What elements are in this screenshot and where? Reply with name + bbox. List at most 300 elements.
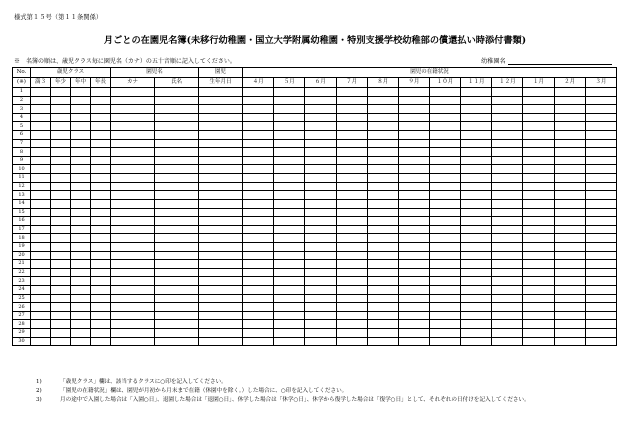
month-status-cell[interactable] [461,234,492,243]
month-status-cell[interactable] [367,337,398,346]
month-status-cell[interactable] [492,182,523,191]
month-status-cell[interactable] [367,251,398,260]
month-status-cell[interactable] [336,105,367,114]
month-status-cell[interactable] [554,156,585,165]
month-status-cell[interactable] [274,208,305,217]
birthdate-cell[interactable] [199,311,243,320]
birthdate-cell[interactable] [199,122,243,131]
month-status-cell[interactable] [274,88,305,97]
month-status-cell[interactable] [492,251,523,260]
month-status-cell[interactable] [492,242,523,251]
month-status-cell[interactable] [398,225,429,234]
month-status-cell[interactable] [305,139,336,148]
class-mitsu-cell[interactable] [31,113,51,122]
month-status-cell[interactable] [585,329,616,338]
month-status-cell[interactable] [461,208,492,217]
class-mitsu-cell[interactable] [31,251,51,260]
name-cell[interactable] [155,303,199,312]
month-status-cell[interactable] [523,260,554,269]
birthdate-cell[interactable] [199,234,243,243]
month-status-cell[interactable] [554,139,585,148]
kana-cell[interactable] [111,191,155,200]
month-status-cell[interactable] [554,191,585,200]
birthdate-cell[interactable] [199,242,243,251]
month-status-cell[interactable] [429,234,460,243]
month-status-cell[interactable] [554,122,585,131]
month-status-cell[interactable] [554,182,585,191]
class-nensho-cell[interactable] [51,199,71,208]
month-status-cell[interactable] [336,122,367,131]
month-status-cell[interactable] [367,277,398,286]
name-cell[interactable] [155,191,199,200]
month-status-cell[interactable] [367,156,398,165]
class-nensho-cell[interactable] [51,148,71,157]
month-status-cell[interactable] [367,320,398,329]
month-status-cell[interactable] [554,260,585,269]
name-cell[interactable] [155,148,199,157]
month-status-cell[interactable] [274,96,305,105]
month-status-cell[interactable] [492,311,523,320]
class-nenchu-cell[interactable] [71,225,91,234]
month-status-cell[interactable] [305,191,336,200]
name-cell[interactable] [155,182,199,191]
month-status-cell[interactable] [461,242,492,251]
class-nensho-cell[interactable] [51,277,71,286]
month-status-cell[interactable] [398,105,429,114]
month-status-cell[interactable] [243,208,274,217]
class-nensho-cell[interactable] [51,165,71,174]
month-status-cell[interactable] [492,131,523,140]
class-nencho-cell[interactable] [91,217,111,226]
kana-cell[interactable] [111,156,155,165]
month-status-cell[interactable] [398,217,429,226]
class-nenchu-cell[interactable] [71,122,91,131]
class-nencho-cell[interactable] [91,294,111,303]
month-status-cell[interactable] [398,88,429,97]
month-status-cell[interactable] [523,303,554,312]
birthdate-cell[interactable] [199,156,243,165]
month-status-cell[interactable] [336,311,367,320]
kana-cell[interactable] [111,122,155,131]
month-status-cell[interactable] [398,131,429,140]
month-status-cell[interactable] [398,234,429,243]
month-status-cell[interactable] [523,199,554,208]
kana-cell[interactable] [111,174,155,183]
month-status-cell[interactable] [461,174,492,183]
class-mitsu-cell[interactable] [31,225,51,234]
class-mitsu-cell[interactable] [31,234,51,243]
class-nensho-cell[interactable] [51,122,71,131]
month-status-cell[interactable] [585,131,616,140]
month-status-cell[interactable] [305,251,336,260]
month-status-cell[interactable] [398,268,429,277]
month-status-cell[interactable] [243,225,274,234]
month-status-cell[interactable] [305,113,336,122]
class-mitsu-cell[interactable] [31,174,51,183]
kana-cell[interactable] [111,88,155,97]
month-status-cell[interactable] [305,242,336,251]
month-status-cell[interactable] [367,148,398,157]
month-status-cell[interactable] [305,105,336,114]
kana-cell[interactable] [111,286,155,295]
month-status-cell[interactable] [398,294,429,303]
month-status-cell[interactable] [492,156,523,165]
class-nenchu-cell[interactable] [71,113,91,122]
month-status-cell[interactable] [367,96,398,105]
kana-cell[interactable] [111,260,155,269]
month-status-cell[interactable] [585,122,616,131]
name-cell[interactable] [155,251,199,260]
month-status-cell[interactable] [429,131,460,140]
kana-cell[interactable] [111,225,155,234]
month-status-cell[interactable] [336,251,367,260]
month-status-cell[interactable] [305,131,336,140]
month-status-cell[interactable] [398,208,429,217]
month-status-cell[interactable] [274,225,305,234]
month-status-cell[interactable] [585,174,616,183]
month-status-cell[interactable] [461,337,492,346]
month-status-cell[interactable] [461,165,492,174]
month-status-cell[interactable] [274,174,305,183]
month-status-cell[interactable] [243,199,274,208]
birthdate-cell[interactable] [199,286,243,295]
month-status-cell[interactable] [367,234,398,243]
month-status-cell[interactable] [336,329,367,338]
month-status-cell[interactable] [305,217,336,226]
class-mitsu-cell[interactable] [31,311,51,320]
month-status-cell[interactable] [461,131,492,140]
name-cell[interactable] [155,113,199,122]
class-mitsu-cell[interactable] [31,88,51,97]
class-mitsu-cell[interactable] [31,286,51,295]
month-status-cell[interactable] [585,88,616,97]
month-status-cell[interactable] [492,191,523,200]
birthdate-cell[interactable] [199,182,243,191]
month-status-cell[interactable] [585,260,616,269]
birthdate-cell[interactable] [199,268,243,277]
class-mitsu-cell[interactable] [31,199,51,208]
class-mitsu-cell[interactable] [31,191,51,200]
month-status-cell[interactable] [554,217,585,226]
month-status-cell[interactable] [523,225,554,234]
class-mitsu-cell[interactable] [31,156,51,165]
month-status-cell[interactable] [523,165,554,174]
month-status-cell[interactable] [429,174,460,183]
class-nencho-cell[interactable] [91,199,111,208]
month-status-cell[interactable] [305,148,336,157]
month-status-cell[interactable] [429,122,460,131]
month-status-cell[interactable] [461,251,492,260]
month-status-cell[interactable] [523,208,554,217]
month-status-cell[interactable] [305,165,336,174]
month-status-cell[interactable] [243,174,274,183]
month-status-cell[interactable] [429,268,460,277]
class-nencho-cell[interactable] [91,148,111,157]
class-mitsu-cell[interactable] [31,277,51,286]
month-status-cell[interactable] [398,139,429,148]
class-nensho-cell[interactable] [51,96,71,105]
month-status-cell[interactable] [243,148,274,157]
month-status-cell[interactable] [429,242,460,251]
month-status-cell[interactable] [305,337,336,346]
kana-cell[interactable] [111,182,155,191]
month-status-cell[interactable] [243,191,274,200]
month-status-cell[interactable] [305,268,336,277]
month-status-cell[interactable] [429,329,460,338]
class-nenchu-cell[interactable] [71,242,91,251]
month-status-cell[interactable] [305,286,336,295]
class-mitsu-cell[interactable] [31,148,51,157]
month-status-cell[interactable] [554,165,585,174]
month-status-cell[interactable] [523,277,554,286]
birthdate-cell[interactable] [199,148,243,157]
month-status-cell[interactable] [461,294,492,303]
class-nenchu-cell[interactable] [71,217,91,226]
month-status-cell[interactable] [336,337,367,346]
month-status-cell[interactable] [336,208,367,217]
class-nencho-cell[interactable] [91,268,111,277]
month-status-cell[interactable] [429,303,460,312]
month-status-cell[interactable] [243,234,274,243]
month-status-cell[interactable] [429,217,460,226]
month-status-cell[interactable] [461,113,492,122]
month-status-cell[interactable] [585,148,616,157]
month-status-cell[interactable] [243,277,274,286]
month-status-cell[interactable] [523,294,554,303]
month-status-cell[interactable] [398,113,429,122]
month-status-cell[interactable] [523,113,554,122]
month-status-cell[interactable] [554,251,585,260]
month-status-cell[interactable] [367,113,398,122]
birthdate-cell[interactable] [199,337,243,346]
name-cell[interactable] [155,337,199,346]
month-status-cell[interactable] [243,251,274,260]
month-status-cell[interactable] [243,268,274,277]
class-nenchu-cell[interactable] [71,286,91,295]
month-status-cell[interactable] [585,311,616,320]
class-nensho-cell[interactable] [51,251,71,260]
birthdate-cell[interactable] [199,96,243,105]
class-nensho-cell[interactable] [51,311,71,320]
name-cell[interactable] [155,217,199,226]
month-status-cell[interactable] [461,199,492,208]
class-mitsu-cell[interactable] [31,131,51,140]
name-cell[interactable] [155,139,199,148]
class-nencho-cell[interactable] [91,242,111,251]
month-status-cell[interactable] [585,182,616,191]
month-status-cell[interactable] [274,148,305,157]
class-nenchu-cell[interactable] [71,105,91,114]
class-nenchu-cell[interactable] [71,139,91,148]
month-status-cell[interactable] [305,96,336,105]
month-status-cell[interactable] [429,208,460,217]
month-status-cell[interactable] [429,199,460,208]
class-nensho-cell[interactable] [51,208,71,217]
class-mitsu-cell[interactable] [31,105,51,114]
month-status-cell[interactable] [523,156,554,165]
month-status-cell[interactable] [274,303,305,312]
month-status-cell[interactable] [461,148,492,157]
month-status-cell[interactable] [367,217,398,226]
month-status-cell[interactable] [492,113,523,122]
month-status-cell[interactable] [336,148,367,157]
month-status-cell[interactable] [305,320,336,329]
class-nensho-cell[interactable] [51,320,71,329]
class-mitsu-cell[interactable] [31,260,51,269]
school-name-field[interactable] [481,56,612,65]
month-status-cell[interactable] [274,113,305,122]
month-status-cell[interactable] [492,174,523,183]
month-status-cell[interactable] [398,337,429,346]
month-status-cell[interactable] [367,260,398,269]
month-status-cell[interactable] [554,320,585,329]
month-status-cell[interactable] [585,96,616,105]
month-status-cell[interactable] [398,96,429,105]
month-status-cell[interactable] [243,329,274,338]
month-status-cell[interactable] [367,131,398,140]
class-mitsu-cell[interactable] [31,122,51,131]
class-nensho-cell[interactable] [51,191,71,200]
class-nenchu-cell[interactable] [71,208,91,217]
class-nenchu-cell[interactable] [71,96,91,105]
month-status-cell[interactable] [554,311,585,320]
month-status-cell[interactable] [429,156,460,165]
class-mitsu-cell[interactable] [31,337,51,346]
class-nensho-cell[interactable] [51,225,71,234]
month-status-cell[interactable] [398,311,429,320]
kana-cell[interactable] [111,131,155,140]
month-status-cell[interactable] [523,251,554,260]
class-mitsu-cell[interactable] [31,320,51,329]
month-status-cell[interactable] [429,105,460,114]
class-nensho-cell[interactable] [51,337,71,346]
class-nenchu-cell[interactable] [71,88,91,97]
name-cell[interactable] [155,165,199,174]
class-nensho-cell[interactable] [51,88,71,97]
month-status-cell[interactable] [274,122,305,131]
class-nensho-cell[interactable] [51,329,71,338]
class-mitsu-cell[interactable] [31,208,51,217]
month-status-cell[interactable] [492,277,523,286]
birthdate-cell[interactable] [199,251,243,260]
name-cell[interactable] [155,156,199,165]
month-status-cell[interactable] [274,311,305,320]
class-mitsu-cell[interactable] [31,165,51,174]
month-status-cell[interactable] [274,139,305,148]
month-status-cell[interactable] [305,260,336,269]
class-nencho-cell[interactable] [91,113,111,122]
name-cell[interactable] [155,268,199,277]
month-status-cell[interactable] [398,191,429,200]
month-status-cell[interactable] [336,294,367,303]
month-status-cell[interactable] [336,191,367,200]
kana-cell[interactable] [111,337,155,346]
class-nencho-cell[interactable] [91,139,111,148]
month-status-cell[interactable] [367,303,398,312]
birthdate-cell[interactable] [199,199,243,208]
birthdate-cell[interactable] [199,191,243,200]
month-status-cell[interactable] [585,320,616,329]
month-status-cell[interactable] [554,337,585,346]
month-status-cell[interactable] [585,199,616,208]
month-status-cell[interactable] [274,260,305,269]
kana-cell[interactable] [111,329,155,338]
month-status-cell[interactable] [367,242,398,251]
kana-cell[interactable] [111,311,155,320]
month-status-cell[interactable] [336,242,367,251]
month-status-cell[interactable] [429,286,460,295]
month-status-cell[interactable] [585,242,616,251]
kana-cell[interactable] [111,96,155,105]
month-status-cell[interactable] [398,277,429,286]
month-status-cell[interactable] [461,260,492,269]
month-status-cell[interactable] [492,268,523,277]
month-status-cell[interactable] [492,122,523,131]
month-status-cell[interactable] [305,225,336,234]
birthdate-cell[interactable] [199,113,243,122]
class-nensho-cell[interactable] [51,242,71,251]
month-status-cell[interactable] [305,88,336,97]
month-status-cell[interactable] [523,191,554,200]
class-nencho-cell[interactable] [91,105,111,114]
birthdate-cell[interactable] [199,208,243,217]
month-status-cell[interactable] [398,329,429,338]
birthdate-cell[interactable] [199,294,243,303]
month-status-cell[interactable] [523,286,554,295]
month-status-cell[interactable] [274,242,305,251]
month-status-cell[interactable] [274,156,305,165]
month-status-cell[interactable] [367,268,398,277]
class-nenchu-cell[interactable] [71,329,91,338]
month-status-cell[interactable] [554,286,585,295]
name-cell[interactable] [155,174,199,183]
month-status-cell[interactable] [429,260,460,269]
month-status-cell[interactable] [367,329,398,338]
month-status-cell[interactable] [243,182,274,191]
class-nenchu-cell[interactable] [71,337,91,346]
name-cell[interactable] [155,199,199,208]
month-status-cell[interactable] [305,277,336,286]
month-status-cell[interactable] [243,122,274,131]
class-nencho-cell[interactable] [91,234,111,243]
month-status-cell[interactable] [429,311,460,320]
class-nencho-cell[interactable] [91,320,111,329]
class-nenchu-cell[interactable] [71,148,91,157]
month-status-cell[interactable] [429,337,460,346]
month-status-cell[interactable] [461,156,492,165]
class-nencho-cell[interactable] [91,122,111,131]
month-status-cell[interactable] [523,148,554,157]
month-status-cell[interactable] [274,320,305,329]
month-status-cell[interactable] [274,268,305,277]
kana-cell[interactable] [111,148,155,157]
kana-cell[interactable] [111,277,155,286]
class-nencho-cell[interactable] [91,156,111,165]
month-status-cell[interactable] [305,303,336,312]
month-status-cell[interactable] [367,182,398,191]
month-status-cell[interactable] [492,225,523,234]
month-status-cell[interactable] [336,268,367,277]
month-status-cell[interactable] [461,303,492,312]
month-status-cell[interactable] [554,113,585,122]
month-status-cell[interactable] [554,131,585,140]
month-status-cell[interactable] [585,268,616,277]
month-status-cell[interactable] [336,88,367,97]
name-cell[interactable] [155,88,199,97]
class-nencho-cell[interactable] [91,88,111,97]
name-cell[interactable] [155,105,199,114]
month-status-cell[interactable] [398,260,429,269]
